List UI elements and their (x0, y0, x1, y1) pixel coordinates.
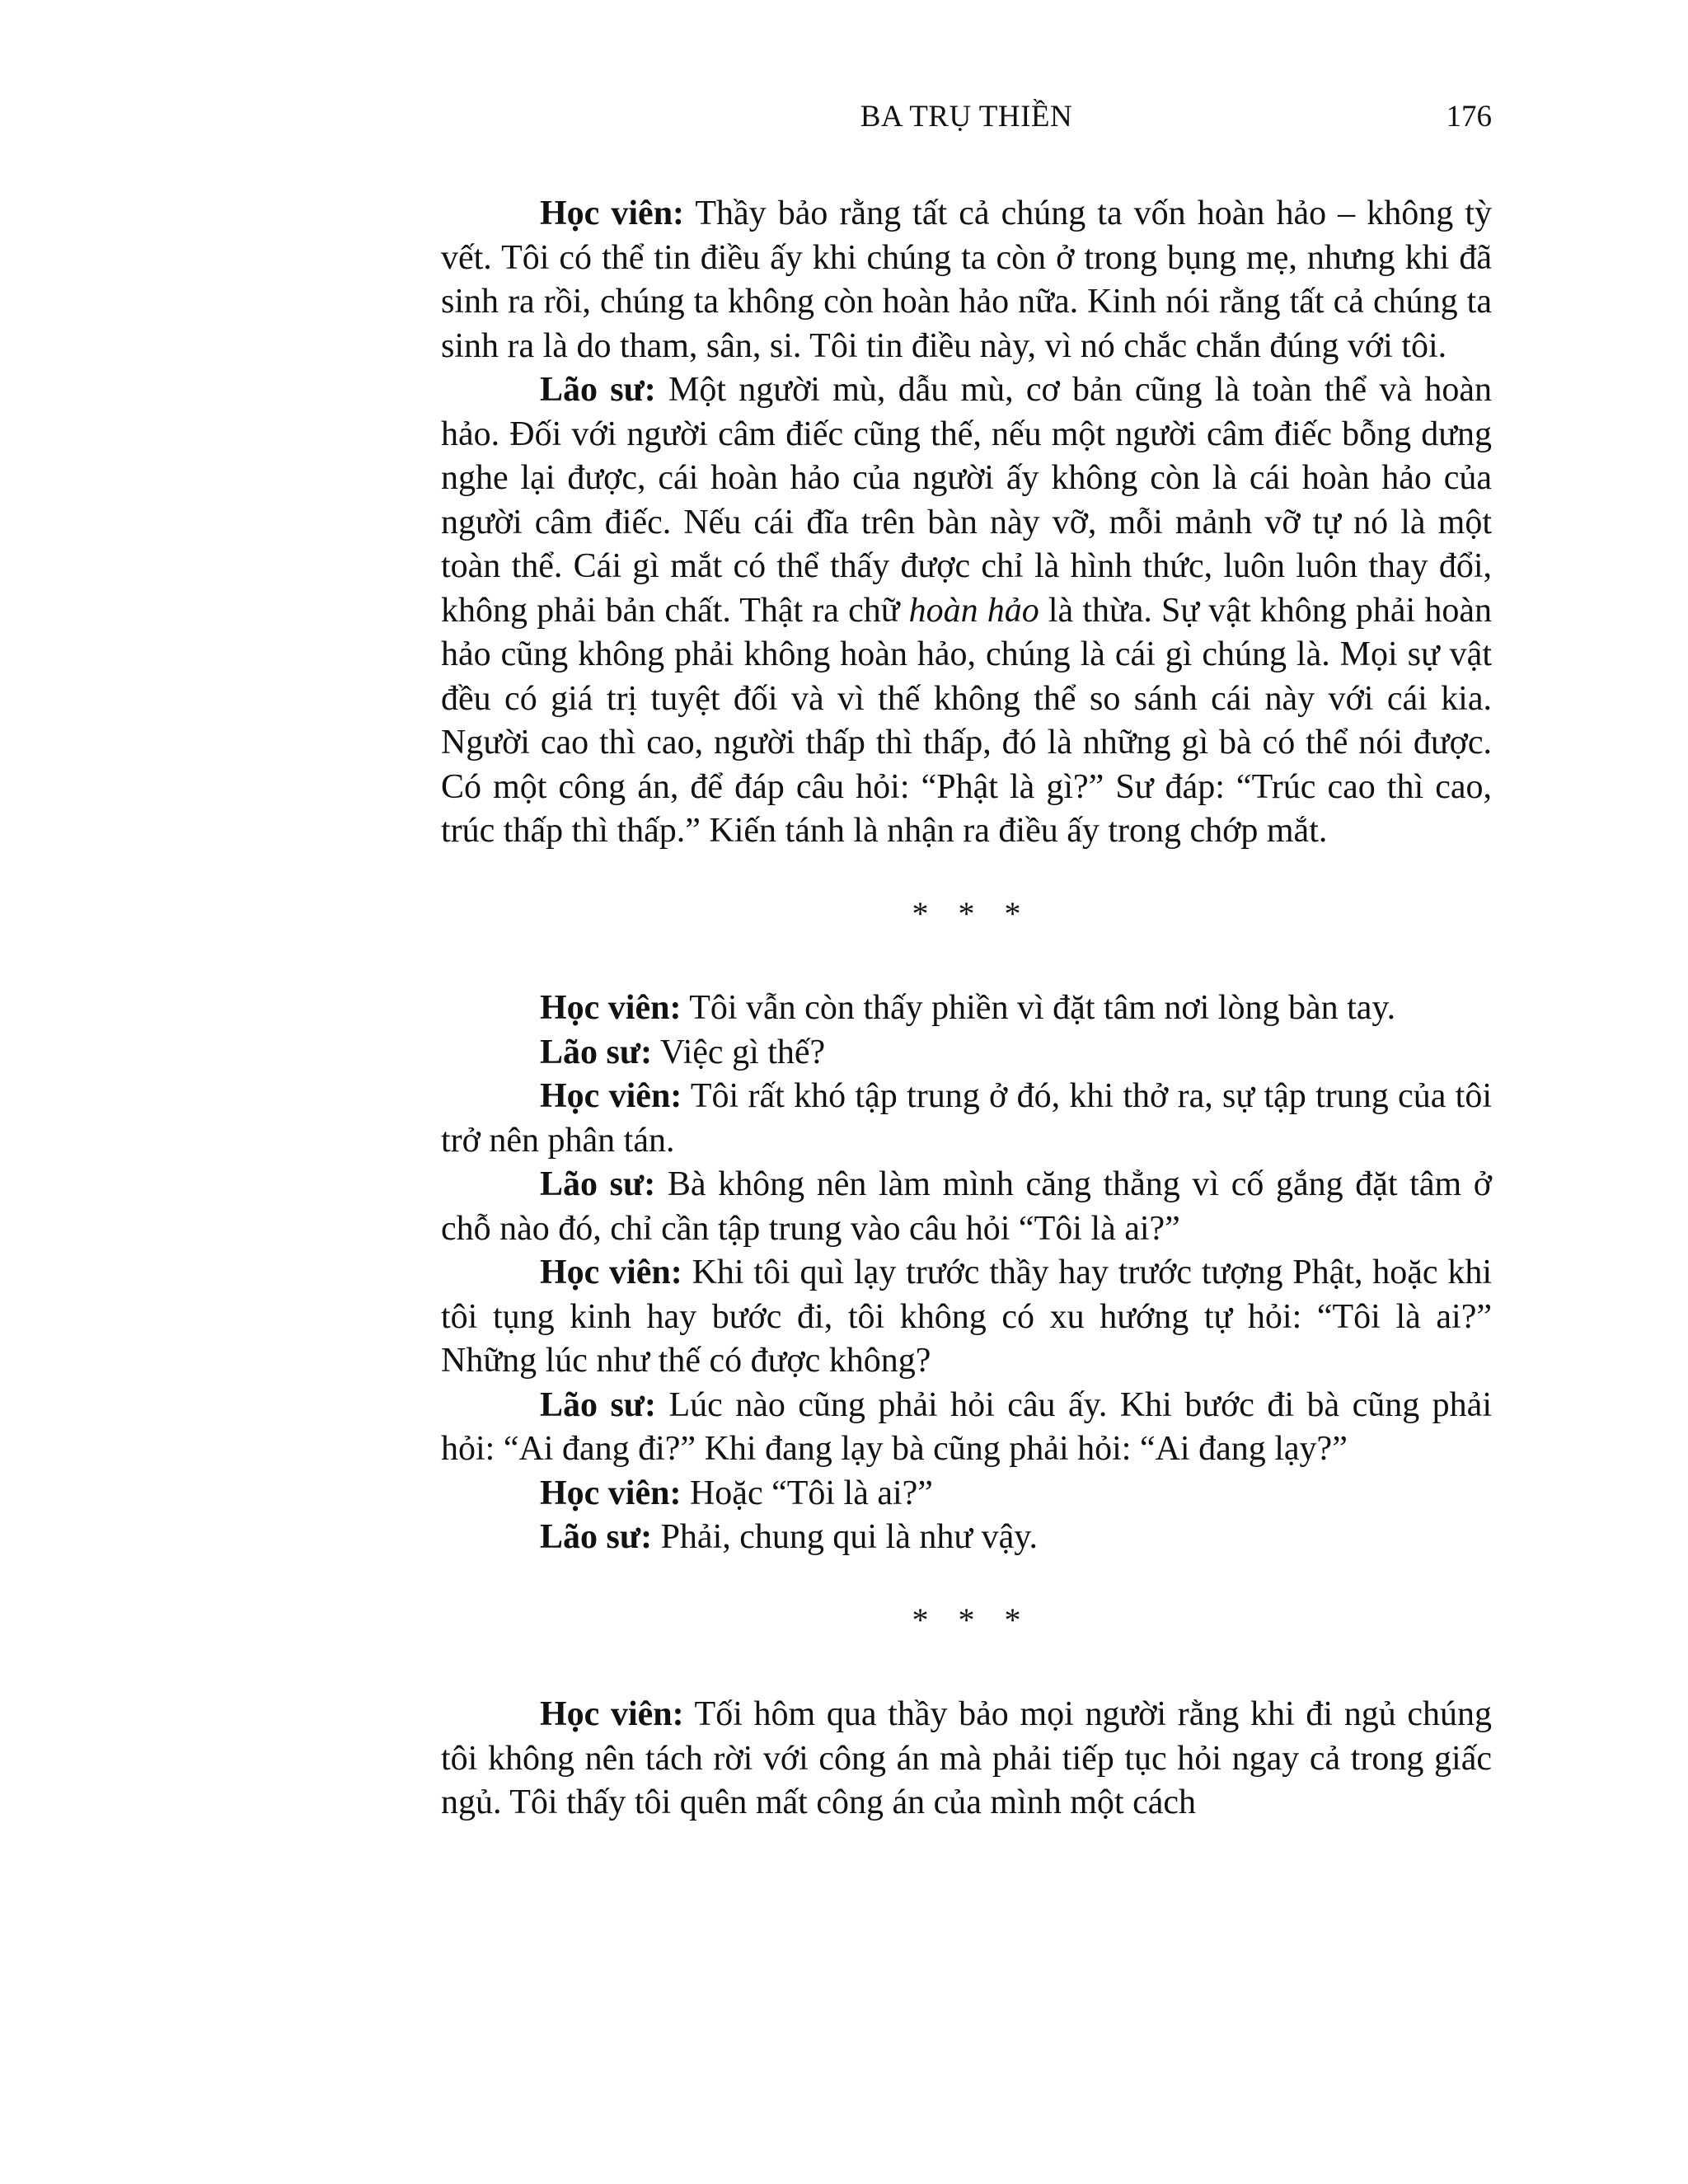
dialogue-paragraph (441, 1516, 1492, 1560)
dialogue-text: Phải, chung qui là như vậy. (652, 1518, 1039, 1556)
speaker-label: Học viên: (540, 194, 685, 232)
speaker-label: Học viên: (540, 1254, 682, 1291)
dialogue-text: Một người mù, dẫu mù, cơ bản cũng là toàn thể và hoàn hảo. Đối với người câm điếc cũng thế, nếu một người câm điếc bỗng dưng nghe lại được, cái hoàn hảo của người ấy không còn là cái hoàn hảo của người câm điếc. Nếu cái đĩa trên bàn này vỡ, mỗi mảnh vỡ tự nó là một toàn thể. Cái gì mắt có thể thấy được chỉ là hình thức, luôn luôn thay đổi, không phải bản chất. Thật ra chữ (441, 371, 1492, 630)
book-page (441, 0, 1492, 2184)
speaker-label: Học viên: (540, 1077, 682, 1115)
page-body (441, 192, 1492, 1825)
speaker-label: Lão sư: (540, 1033, 653, 1071)
page-header (441, 96, 1492, 138)
dialogue-text: Tôi rất khó tập trung ở đó, khi thở ra, sự tập trung của tôi trở nên phân tán. (441, 1077, 1492, 1160)
dialogue-text: Bà không nên làm mình căng thẳng vì cố gắng đặt tâm ở chỗ nào đó, chỉ cần tập trung vào câu hỏi “Tôi là ai?” (441, 1165, 1492, 1248)
dialogue-section-3 (441, 1693, 1492, 1825)
dialogue-text: là thừa. Sự vật không phải hoàn hảo cũng không phải không hoàn hảo, chúng là cái gì chúng là. Mọi sự vật đều có giá trị tuyệt đối và vì thế không thể so sánh cái này với cái kia. Người cao thì cao, người thấp thì thấp, đó là những gì bà có thể nói được. Có một công án, để đáp câu hỏi: “Phật là gì?” Sư đáp: “Trúc cao thì cao, trúc thấp thì thấp.” Kiến tánh là nhận ra điều ấy trong chớp mắt. (441, 591, 1492, 850)
page-number: 176 (1446, 100, 1492, 134)
speaker-label: Lão sư: (540, 1165, 656, 1203)
dialogue-paragraph (441, 1163, 1492, 1251)
running-title: BA TRỤ THIỀN (860, 100, 1073, 134)
dialogue-text: Tối hôm qua thầy bảo mọi người rằng khi đi ngủ chúng tôi không nên tách rời với công án mà phải tiếp tục hỏi ngay cả trong giấc ngủ. Tôi thấy tôi quên mất công án của mình một cách (441, 1695, 1493, 1821)
speaker-label: Học viên: (540, 1695, 684, 1733)
dialogue-section-1 (441, 192, 1492, 854)
dialogue-text: Thầy bảo rằng tất cả chúng ta vốn hoàn hảo – không tỳ vết. Tôi có thể tin điều ấy khi chúng ta còn ở trong bụng mẹ, nhưng khi đã sinh ra rồi, chúng ta không còn hoàn hảo nữa. Kinh nói rằng tất cả chúng ta sinh ra là do tham, sân, si. Tôi tin điều này, vì nó chắc chắn đúng với tôi. (441, 194, 1492, 365)
section-separator: * * * (912, 1601, 1021, 1638)
dialogue-text: Khi tôi quì lạy trước thầy hay trước tượng Phật, hoặc khi tôi tụng kinh hay bước đi, tôi không có xu hướng tự hỏi: “Tôi là ai?” Những lúc như thế có được không? (441, 1254, 1493, 1380)
speaker-label: Học viên: (540, 989, 682, 1027)
dialogue-text: Việc gì thế? (652, 1033, 826, 1071)
dialogue-paragraph (441, 1251, 1492, 1384)
dialogue-paragraph (441, 1075, 1492, 1163)
speaker-label: Lão sư: (540, 1385, 656, 1424)
dialogue-section-2 (441, 987, 1492, 1560)
dialogue-paragraph (441, 1031, 1492, 1076)
dialogue-paragraph (441, 1472, 1492, 1516)
dialogue-paragraph (441, 1693, 1492, 1825)
dialogue-paragraph (441, 1384, 1492, 1472)
dialogue-text: Lúc nào cũng phải hỏi câu ấy. Khi bước đi bà cũng phải hỏi: “Ai đang đi?” Khi đang lạy bà cũng phải hỏi: “Ai đang lạy?” (441, 1385, 1492, 1468)
dialogue-text: Hoặc “Tôi là ai?” (681, 1474, 933, 1512)
dialogue-text: Tôi vẫn còn thấy phiền vì đặt tâm nơi lòng bàn tay. (681, 989, 1396, 1027)
dialogue-paragraph (441, 192, 1492, 368)
section-separator: * * * (912, 894, 1021, 932)
dialogue-paragraph (441, 368, 1492, 854)
italic-term: hoàn hảo (908, 591, 1039, 630)
speaker-label: Lão sư: (540, 371, 656, 409)
dialogue-paragraph (441, 987, 1492, 1031)
speaker-label: Lão sư: (540, 1518, 653, 1556)
speaker-label: Học viên: (540, 1474, 682, 1512)
